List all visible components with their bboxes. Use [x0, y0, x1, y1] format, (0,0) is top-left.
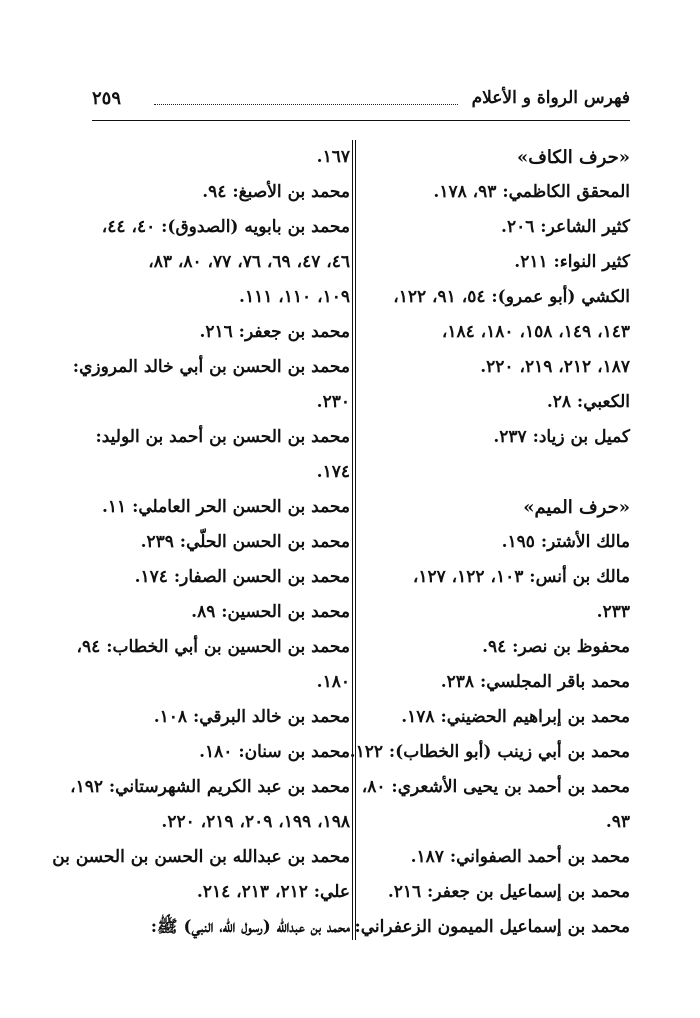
page-header: [92, 88, 630, 118]
running-title: فهرس الرواة و الأعلام: [471, 88, 630, 108]
index-entry: ١٤٣، ١٤٩، ١٥٨، ١٨٠، ١٨٤،: [441, 322, 630, 342]
index-entry: محمد بن عبدالله (رسول الله، النبي) ﷺ:: [150, 917, 350, 937]
left-index-column: [52, 140, 350, 945]
index-entry: كميل بن زياد: ٢٣٧.: [493, 427, 630, 447]
index-entry: محمد بن الحسن الحلّي: ٢٣٩.: [140, 532, 350, 552]
index-entry: محمد بن الحسن بن أحمد بن الوليد:: [95, 427, 350, 447]
index-entry: ١٨٠.: [316, 672, 350, 692]
index-entry: ٢٣٠.: [316, 392, 350, 412]
index-entry: علي: ٢١٢، ٢١٣، ٢١٤.: [196, 882, 350, 902]
index-entry: الكشي (أبو عمرو): ٥٤، ٩١، ١٢٢،: [393, 287, 630, 307]
header-dotted-leader: [154, 104, 458, 105]
right-index-column: [349, 140, 630, 945]
index-entry: محمد بن بابويه (الصدوق): ٤٠، ٤٤،: [101, 217, 350, 237]
index-entry: محمد بن الحسن الحر العاملي: ١١.: [102, 497, 350, 517]
section-heading: «حرف الميم»: [523, 497, 630, 518]
index-entry: كثير النواء: ٢١١.: [514, 252, 630, 272]
index-entry: محمد بن أبي زينب (أبو الخطاب): ١٢٢.: [349, 742, 630, 762]
index-entry: محمد بن الحسين: ٨٩.: [191, 602, 350, 622]
index-entry: ٩٣.: [605, 812, 630, 832]
index-entry: ٤٦، ٤٧، ٦٩، ٧٦، ٧٧، ٨٠، ٨٣،: [148, 252, 350, 272]
blank-line: [372, 455, 630, 490]
index-entry: محمد بن الأصبغ: ٩٤.: [202, 182, 350, 202]
index-entry: محمد بن إسماعيل بن جعفر: ٢١٦.: [387, 882, 630, 902]
index-entry: محمد بن جعفر: ٢١٦.: [199, 322, 350, 342]
index-entry: محمد بن عبدالله بن الحسن بن الحسن بن: [52, 847, 350, 867]
index-entry: كثير الشاعر: ٢٠٦.: [501, 217, 630, 237]
index-entry: ٢٣٣.: [596, 602, 630, 622]
index-entry: ١٠٩، ١١٠، ١١١.: [239, 287, 350, 307]
section-heading: «حرف الكاف»: [516, 147, 630, 168]
index-entry: محمد بن الحسن الصفار: ١٧٤.: [134, 567, 350, 587]
index-entry: محمد بن أحمد بن يحيى الأشعري: ٨٠،: [361, 777, 630, 797]
index-entry: ١٨٧، ٢١٢، ٢١٩، ٢٢٠.: [480, 357, 630, 377]
index-entry: محمد بن عبد الكريم الشهرستاني: ١٩٢،: [70, 777, 350, 797]
index-entry: المحقق الكاظمي: ٩٣، ١٧٨.: [433, 182, 630, 202]
index-entry: محمد بن إبراهيم الحضيني: ١٧٨.: [401, 707, 630, 727]
index-entry: محمد بن خالد البرقي: ١٠٨.: [153, 707, 350, 727]
index-entry: محمد بن الحسين بن أبي الخطاب: ٩٤،: [76, 637, 350, 657]
index-entry: محمد باقر المجلسي: ٢٣٨.: [440, 672, 630, 692]
index-entry: محمد بن الحسن بن أبي خالد المروزي:: [72, 357, 350, 377]
index-entry: محمد بن إسماعيل الميمون الزعفراني:: [354, 917, 630, 937]
index-entry: محمد بن سنان: ١٨٠.: [199, 742, 350, 762]
page-number: ٢٥٩: [92, 88, 122, 109]
index-entry: ١٦٧.: [316, 147, 350, 167]
index-entry: ١٧٤.: [316, 462, 350, 482]
column-divider: [352, 140, 356, 940]
index-entry: مالك الأشتر: ١٩٥.: [501, 532, 630, 552]
index-entry: الكعبي: ٢٨.: [546, 392, 630, 412]
index-entry: ١٩٨، ١٩٩، ٢٠٩، ٢١٩، ٢٢٠.: [161, 812, 350, 832]
header-rule: [92, 120, 630, 121]
index-entry: مالك بن أنس: ١٠٣، ١٢٢، ١٢٧،: [412, 567, 630, 587]
index-entry: محمد بن أحمد الصفواني: ١٨٧.: [410, 847, 630, 867]
index-entry: محفوظ بن نصر: ٩٤.: [482, 637, 630, 657]
